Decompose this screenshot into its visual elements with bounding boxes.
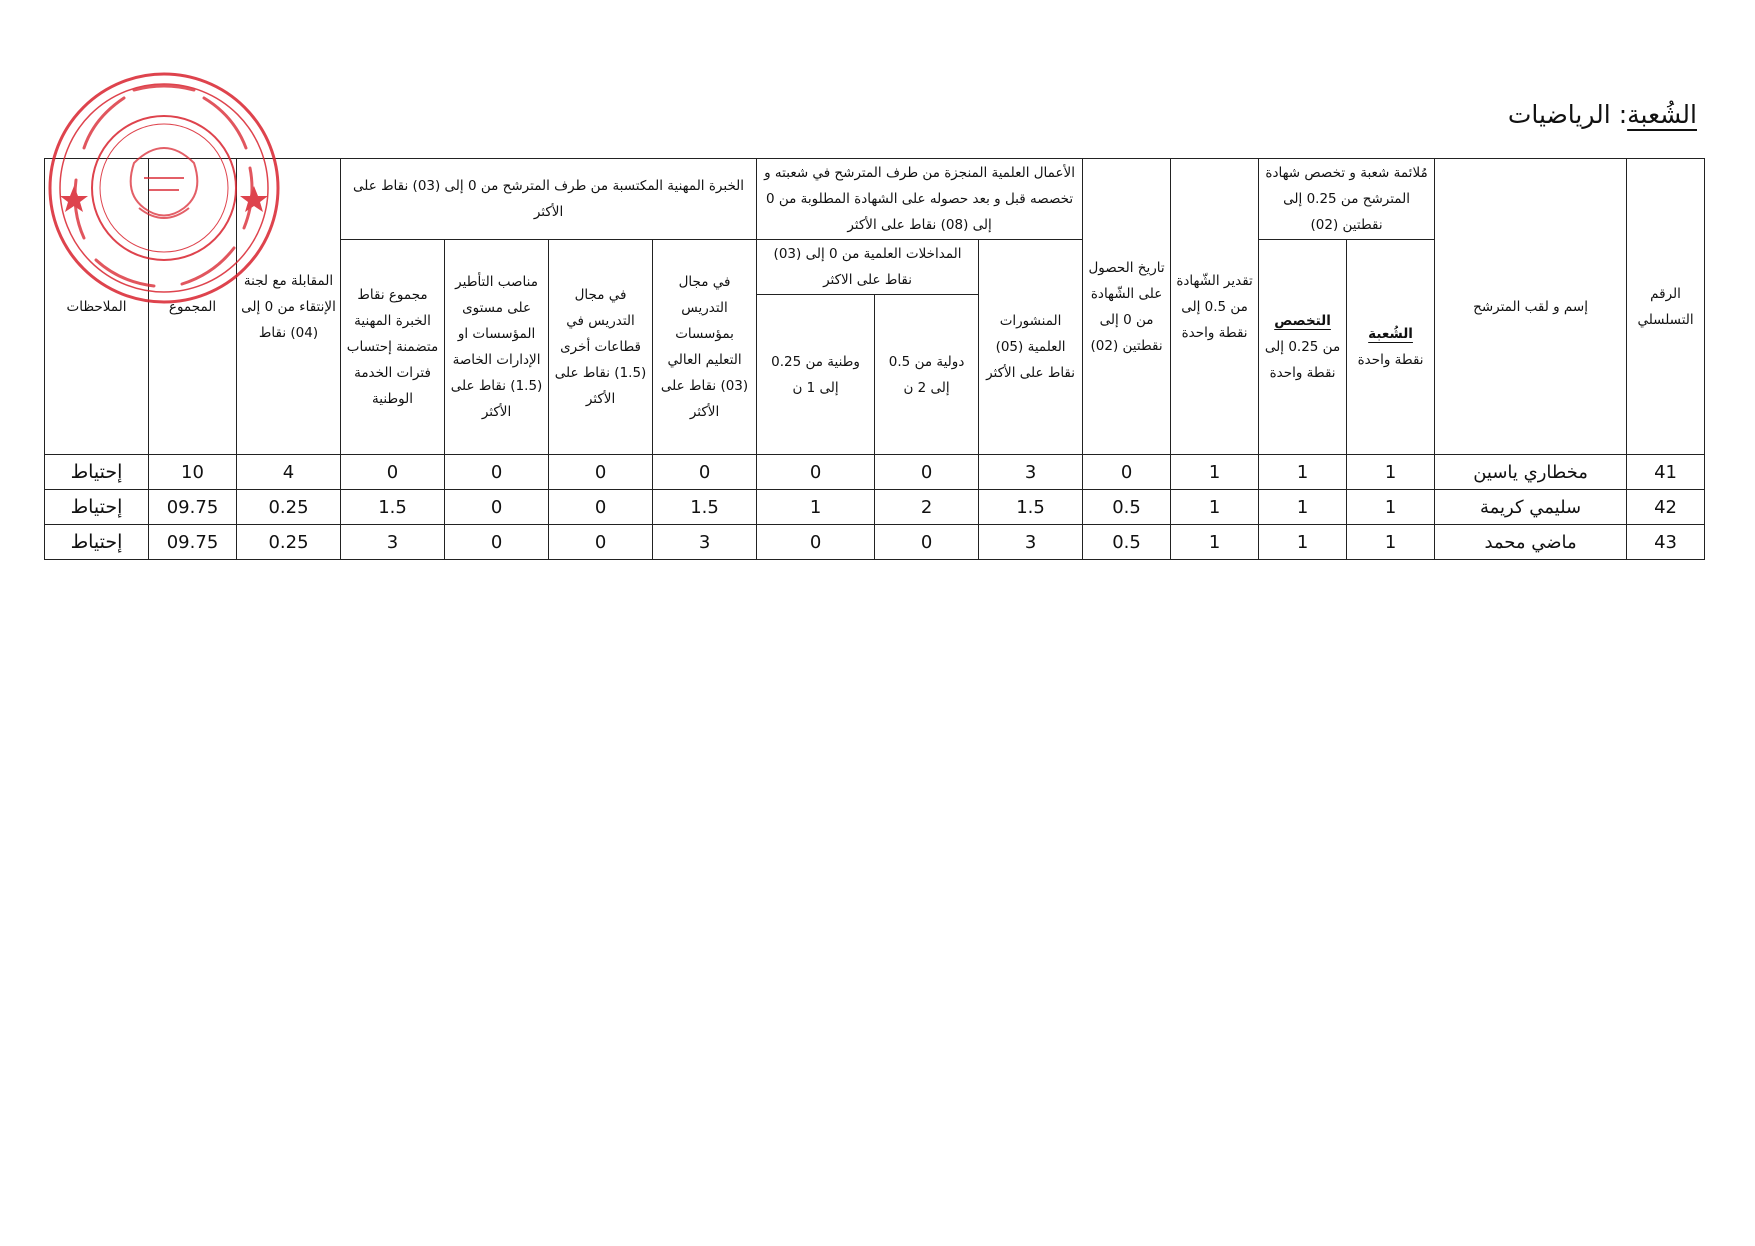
cell-date: 0 <box>1083 455 1171 490</box>
cell-date: 0.5 <box>1083 525 1171 560</box>
header-grade: تقدير الشّهادة من 0.5 إلى نقطة واحدة <box>1171 159 1259 455</box>
cell-other-sectors: 0 <box>549 490 653 525</box>
cell-publications: 3 <box>979 455 1083 490</box>
cell-sum: 10 <box>149 455 237 490</box>
cell-international: 0 <box>875 525 979 560</box>
cell-sum: 09.75 <box>149 490 237 525</box>
cell-serial: 41 <box>1627 455 1705 490</box>
cell-international: 0 <box>875 455 979 490</box>
header-notes: الملاحظات <box>45 159 149 455</box>
header-branch-title: الشُعبة <box>1368 326 1413 342</box>
table-row <box>45 455 1705 490</box>
header-experience-total: مجموع نقاط الخبرة المهنية متضمنة إحتساب فترات الخدمة الوطنية <box>341 240 445 455</box>
cell-notes: إحتياط <box>45 525 149 560</box>
cell-date: 0.5 <box>1083 490 1171 525</box>
cell-name: سليمي كريمة <box>1435 490 1627 525</box>
header-supervision: مناصب التأطير على مستوى المؤسسات او الإدارات الخاصة (1.5) نقاط على الأكثر <box>445 240 549 455</box>
cell-international: 2 <box>875 490 979 525</box>
page-title <box>1508 100 1697 129</box>
cell-experience-total: 1.5 <box>341 490 445 525</box>
header-sum: المجموع <box>149 159 237 455</box>
header-experience-group: الخبرة المهنية المكتسبة من طرف المترشح من 0 إلى (03) نقاط على الأكثر <box>341 159 757 240</box>
cell-experience-total: 3 <box>341 525 445 560</box>
cell-experience-total: 0 <box>341 455 445 490</box>
header-interview: المقابلة مع لجنة الإنتقاء من 0 إلى (04) نقاط <box>237 159 341 455</box>
cell-higher-ed: 0 <box>653 455 757 490</box>
header-specialty-sub: من 0.25 إلى نقطة واحدة <box>1264 339 1341 381</box>
header-higher-ed: في مجال التدريس بمؤسسات التعليم العالي (03) نقاط على الأكثر <box>653 240 757 455</box>
cell-interview: 4 <box>237 455 341 490</box>
cell-notes: إحتياط <box>45 490 149 525</box>
cell-grade: 1 <box>1171 490 1259 525</box>
results-table <box>44 158 1705 560</box>
cell-specialty: 1 <box>1259 525 1347 560</box>
header-branch-sub: نقطة واحدة <box>1357 352 1424 368</box>
cell-publications: 3 <box>979 525 1083 560</box>
header-interventions-group: المداخلات العلمية من 0 إلى (03) نقاط على الاكثر <box>757 240 979 295</box>
cell-supervision: 0 <box>445 455 549 490</box>
cell-serial: 42 <box>1627 490 1705 525</box>
table-row <box>45 490 1705 525</box>
cell-grade: 1 <box>1171 455 1259 490</box>
header-publications: المنشورات العلمية (05) نقاط على الأكثر <box>979 240 1083 455</box>
header-suitability-group: مُلائمة شعبة و تخصص شهادة المترشح من 0.25 إلى نقطتين (02) <box>1259 159 1435 240</box>
cell-interview: 0.25 <box>237 525 341 560</box>
cell-sum: 09.75 <box>149 525 237 560</box>
table-row <box>45 525 1705 560</box>
header-international: دولية من 0.5 إلى 2 ن <box>875 295 979 455</box>
header-specialty <box>1259 240 1347 455</box>
cell-name: مخطاري ياسين <box>1435 455 1627 490</box>
header-date: تاريخ الحصول على الشّهادة من 0 إلى نقطتين (02) <box>1083 159 1171 455</box>
cell-publications: 1.5 <box>979 490 1083 525</box>
cell-notes: إحتياط <box>45 455 149 490</box>
cell-higher-ed: 3 <box>653 525 757 560</box>
header-other-sectors: في مجال التدريس في قطاعات أخرى (1.5) نقاط على الأكثر <box>549 240 653 455</box>
cell-specialty: 1 <box>1259 455 1347 490</box>
cell-other-sectors: 0 <box>549 525 653 560</box>
cell-higher-ed: 1.5 <box>653 490 757 525</box>
title-value: الرياضيات <box>1507 100 1611 129</box>
table-head <box>45 159 1705 455</box>
cell-interview: 0.25 <box>237 490 341 525</box>
table-body <box>45 455 1705 560</box>
cell-branch: 1 <box>1347 490 1435 525</box>
cell-serial: 43 <box>1627 525 1705 560</box>
header-scientific-group: الأعمال العلمية المنجزة من طرف المترشح في شعبته و تخصصه قبل و بعد حصوله على الشهادة المطلوبة من 0 إلى (08) نقاط على الأكثر <box>757 159 1083 240</box>
cell-name: ماضي محمد <box>1435 525 1627 560</box>
header-specialty-title: التخصص <box>1274 313 1331 329</box>
cell-grade: 1 <box>1171 525 1259 560</box>
cell-other-sectors: 0 <box>549 455 653 490</box>
cell-national: 0 <box>757 455 875 490</box>
cell-specialty: 1 <box>1259 490 1347 525</box>
cell-supervision: 0 <box>445 525 549 560</box>
header-serial: الرقم التسلسلي <box>1627 159 1705 455</box>
title-separator: : <box>1618 100 1628 129</box>
header-name: إسم و لقب المترشح <box>1435 159 1627 455</box>
title-label: الشُعبة <box>1627 100 1697 129</box>
cell-supervision: 0 <box>445 490 549 525</box>
cell-branch: 1 <box>1347 455 1435 490</box>
header-branch <box>1347 240 1435 455</box>
cell-national: 0 <box>757 525 875 560</box>
cell-branch: 1 <box>1347 525 1435 560</box>
cell-national: 1 <box>757 490 875 525</box>
header-national: وطنية من 0.25 إلى 1 ن <box>757 295 875 455</box>
